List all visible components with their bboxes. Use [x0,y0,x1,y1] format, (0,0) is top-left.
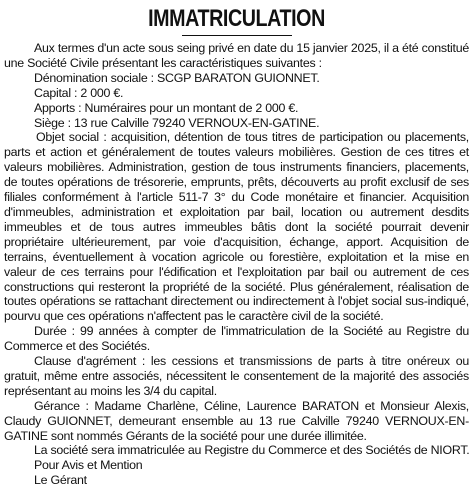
apports-line: Apports : Numéraires pour un montant de 2 000 €. [34,100,299,115]
siege-line: Siège : 13 rue Calville 79240 VERNOUX-EN-GATINE. [34,115,320,130]
pour-avis-line: Pour Avis et Mention [34,458,143,473]
notice-title: IMMATRICULATION [148,5,325,32]
clause-agrement-paragraph: Clause d'agrément : les cessions et transmissions de parts à titre onéreux ou gratuit, même entre associés, nécessitent le consentement de la majorité des associés représentant au moins les 3/4 du capital. [4,354,469,398]
intro-paragraph: Aux termes d'un acte sous seing privé en date du 15 janvier 2025, il a été constitué une Société Civile présentant les caractéristiques suivantes : [4,41,469,70]
denomination-line: Dénomination sociale : SCGP BARATON GUIONNET. [34,70,320,85]
notice-body [4,41,469,488]
gerance-paragraph: Gérance : Madame Charlène, Céline, Laurence BARATON et Monsieur Alexis, Claudy GUIONNET, demeurant ensemble au 13 rue Calville 79240 VERNOUX-EN-GATINE sont nommés Gérants de la société pour une durée illimitée. [4,398,469,443]
immatriculation-line: La société sera immatriculée au Registre du Commerce et des Sociétés de NIORT. [34,443,470,458]
signataire-line: Le Gérant [34,473,87,488]
title-underline [182,35,292,36]
duree-paragraph: Durée : 99 années à compter de l'immatriculation de la Société au Registre du Commerce et des Sociétés. [4,324,469,354]
capital-line: Capital : 2 000 €. [34,85,124,100]
objet-social-paragraph: Objet social : acquisition, détention de tous titres de participation ou placements, parts et action et généralement de toutes valeurs mobilières. Gestion de ces titres et valeurs mobilières. Administration, gestion de tous instruments financiers, placements, de toutes opérations de trésorerie, emprunts, prêts, découverts au profit exclusif de ses filiales conformément à l'article 511-7 3° du Code monétaire et financier. Acquisition d'immeubles, administration et exploitation par bail, location ou autrement desdits immeubles et de tous autres immeubles bâtis dont la société pourrait devenir propriétaire ultérieurement, par voie d'acquisition, échange, apport. Acquisition de terrains, éventuellement à vocation agricole ou forestière, exploitation et la mise en valeur de ces terrains pour l'édification et l'exploitation par bail ou autrement de ces constructions qui resteront la propriété de la société. Plus généralement, réalisation de toutes opérations se rattachant directement ou indirectement à l'objet social sus-indiqué, pourvu que ces opérations n'affectent pas le caractère civil de la société. [4,130,469,324]
